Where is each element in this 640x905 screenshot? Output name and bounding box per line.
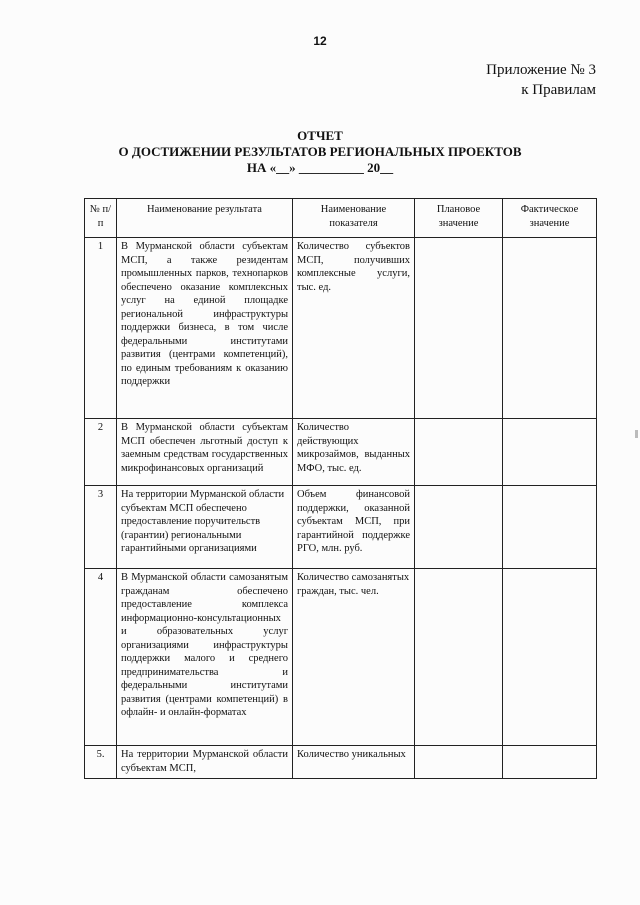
row-number: 4: [85, 569, 117, 746]
header-indicator: Наименование показателя: [293, 199, 415, 238]
actual-value: [503, 746, 597, 779]
title-line-3: НА «__» __________ 20__: [246, 160, 394, 175]
result-name: В Мурманской области самозанятым гражданам обеспечено предоставление комплекса информационно-консультационных и образовательных услуг организациями инфраструктуры поддержки малого и среднего предпринимательства и федеральными институтами развития (центрами компетенций) в офлайн- и онлайн-форматах: [117, 569, 293, 746]
actual-value: [503, 569, 597, 746]
title-line-2: О ДОСТИЖЕНИИ РЕЗУЛЬТАТОВ РЕГИОНАЛЬНЫХ ПРОЕКТОВ: [118, 144, 522, 159]
actual-value: [503, 238, 597, 419]
table-row: [85, 486, 597, 569]
row-number: 3: [85, 486, 117, 569]
header-actual: Фактическое значение: [503, 199, 597, 238]
result-name: На территории Мурманской области субъектам МСП обеспечено предоставление поручительств (гарантии) региональными гарантийными организациями: [117, 486, 293, 569]
actual-value: [503, 486, 597, 569]
appendix-line-2: к Правилам: [521, 82, 596, 98]
appendix-note: [486, 60, 596, 100]
actual-value: [503, 419, 597, 486]
table-row: [85, 746, 597, 779]
table-row: [85, 419, 597, 486]
row-number: 2: [85, 419, 117, 486]
row-number: 1: [85, 238, 117, 419]
planned-value: [415, 419, 503, 486]
result-name: В Мурманской области субъектам МСП, а также резидентам промышленных парков, технопарков обеспечено оказание комплексных услуг на единой площадке региональной инфраструктуры поддержки бизнеса, в том числе федеральными институтами развития (центрами компетенций), по единым требованиям к оказанию поддержки: [117, 238, 293, 419]
indicator-name: Объем финансовой поддержки, оказанной субъектам МСП, при гарантийной поддержке РГО, млн. руб.: [293, 486, 415, 569]
header-planned: Плановое значение: [415, 199, 503, 238]
result-name: В Мурманской области субъектам МСП обеспечен льготный доступ к заемным средствам государственных микрофинансовых организаций: [117, 419, 293, 486]
table-row: [85, 569, 597, 746]
planned-value: [415, 746, 503, 779]
results-table: [84, 198, 597, 779]
table-row: [85, 238, 597, 419]
result-name: На территории Мурманской области субъектам МСП,: [117, 746, 293, 779]
indicator-name: Количество субъектов МСП, получивших комплексные услуги, тыс. ед.: [293, 238, 415, 419]
indicator-name: Количество самозанятых граждан, тыс. чел.: [293, 569, 415, 746]
indicator-name: Количество действующих микрозаймов, выданных МФО, тыс. ед.: [293, 419, 415, 486]
planned-value: [415, 486, 503, 569]
indicator-name: Количество уникальных: [293, 746, 415, 779]
report-title: [0, 128, 640, 176]
scan-edge-mark: [635, 430, 638, 438]
appendix-line-1: Приложение № 3: [486, 62, 596, 78]
planned-value: [415, 238, 503, 419]
table-header-row: [85, 199, 597, 238]
row-number: 5.: [85, 746, 117, 779]
header-num: № п/п: [85, 199, 117, 238]
page-number: 12: [313, 34, 327, 48]
planned-value: [415, 569, 503, 746]
header-result: Наименование результата: [117, 199, 293, 238]
title-line-1: ОТЧЕТ: [297, 128, 343, 143]
